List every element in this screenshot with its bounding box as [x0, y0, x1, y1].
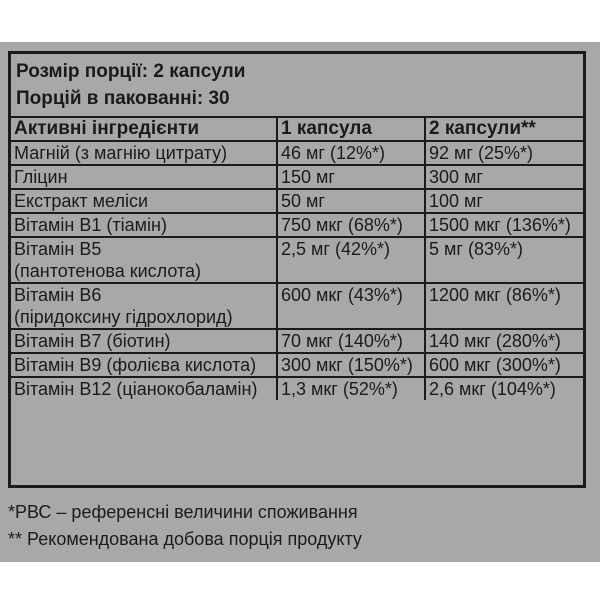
ingredient-name-line: Магній (з магнію цитрату)	[14, 143, 228, 163]
amount-one-capsule: 150 мг	[277, 165, 425, 189]
amount-one-capsule: 300 мкг (150%*)	[277, 353, 425, 377]
header-ingredients: Активні інгредієнти	[11, 118, 277, 141]
ingredient-name-line: Вітамін В5	[14, 239, 102, 259]
table-row	[11, 237, 583, 283]
ingredient-name	[11, 237, 277, 283]
ingredient-name-line: Гліцин	[14, 167, 68, 187]
amount-one-capsule: 2,5 мг (42%*)	[277, 237, 425, 283]
ingredient-name-line: Вітамін В7 (біотин)	[14, 331, 171, 351]
ingredient-name-line: Екстракт меліси	[14, 191, 149, 211]
amount-two-capsules: 100 мг	[425, 189, 583, 213]
amount-two-capsules: 1200 мкг (86%*)	[425, 283, 583, 329]
amount-one-capsule: 750 мкг (68%*)	[277, 213, 425, 237]
ingredient-name	[11, 165, 277, 189]
amount-two-capsules: 140 мкг (280%*)	[425, 329, 583, 353]
amount-two-capsules: 600 мкг (300%*)	[425, 353, 583, 377]
amount-one-capsule: 1,3 мкг (52%*)	[277, 377, 425, 400]
ingredient-name-line: Вітамін В9 (фолієва кислота)	[14, 355, 257, 375]
ingredient-name	[11, 213, 277, 237]
table-row	[11, 141, 583, 165]
servings-per-pack: Порцій в пакованні: 30	[16, 88, 230, 109]
amount-two-capsules: 1500 мкг (136%*)	[425, 213, 583, 237]
footnote-rvs: *РВС – референсні величини споживання	[8, 502, 358, 522]
serving-info	[11, 54, 583, 118]
ingredient-name	[11, 329, 277, 353]
header-one-capsule: 1 капсула	[277, 118, 425, 141]
ingredient-name-line: (піридоксину гідрохлорид)	[14, 307, 233, 327]
ingredient-name-line: Вітамін В6	[14, 285, 102, 305]
amount-one-capsule: 50 мг	[277, 189, 425, 213]
ingredients-table	[11, 118, 583, 400]
ingredient-name	[11, 189, 277, 213]
ingredient-name	[11, 141, 277, 165]
table-header-row	[11, 118, 583, 141]
ingredient-name	[11, 283, 277, 329]
ingredient-name-line: (пантотенова кислота)	[14, 261, 202, 281]
supplement-facts-box	[8, 51, 586, 488]
amount-two-capsules: 300 мг	[425, 165, 583, 189]
ingredient-name	[11, 353, 277, 377]
serving-size: Розмір порції: 2 капсули	[16, 61, 246, 82]
table-row	[11, 165, 583, 189]
amount-one-capsule: 70 мкг (140%*)	[277, 329, 425, 353]
footnote-daily-portion: ** Рекомендована добова порція продукту	[8, 529, 362, 549]
ingredient-name-line: Вітамін В12 (ціанокобаламін)	[14, 379, 258, 399]
amount-two-capsules: 2,6 мкг (104%*)	[425, 377, 583, 400]
table-row	[11, 329, 583, 353]
table-row	[11, 283, 583, 329]
table-row	[11, 189, 583, 213]
amount-two-capsules: 92 мг (25%*)	[425, 141, 583, 165]
amount-one-capsule: 46 мг (12%*)	[277, 141, 425, 165]
header-two-capsules: 2 капсули**	[425, 118, 583, 141]
table-row	[11, 377, 583, 400]
ingredient-name-line: Вітамін В1 (тіамін)	[14, 215, 167, 235]
footnotes	[8, 499, 588, 553]
amount-one-capsule: 600 мкг (43%*)	[277, 283, 425, 329]
table-row	[11, 213, 583, 237]
ingredient-name	[11, 377, 277, 400]
table-row	[11, 353, 583, 377]
amount-two-capsules: 5 мг (83%*)	[425, 237, 583, 283]
